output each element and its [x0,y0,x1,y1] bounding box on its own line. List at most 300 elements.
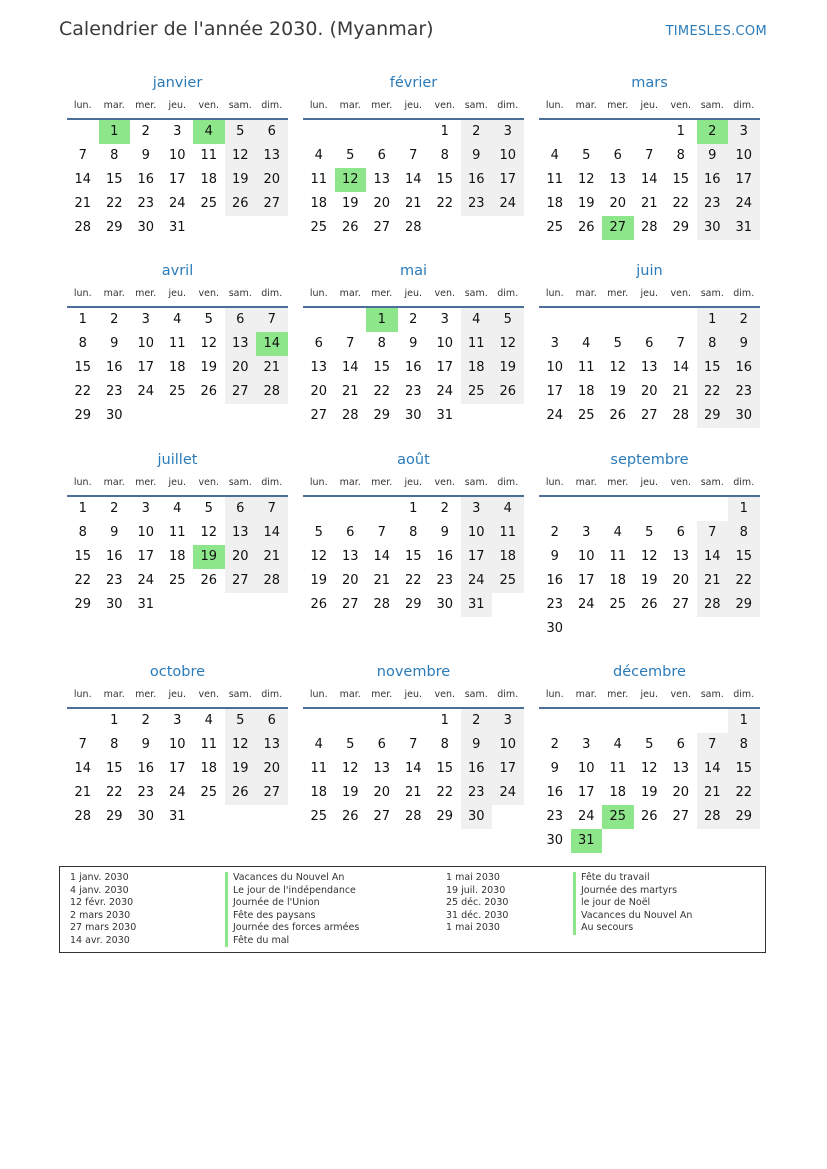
day-cell: 26 [640,809,658,824]
day-cell: 19 [640,785,658,800]
empty-day-cell [461,404,493,428]
empty-day-cell [602,617,634,641]
weekday-label: lun. [309,288,328,299]
weekday-label: mar. [339,288,361,299]
week-row [539,168,760,192]
week-row [67,120,288,144]
weekday-header [67,98,288,120]
day-cell: 26 [577,220,595,235]
week-row [67,192,288,216]
legend-date: 14 avr. 2030 [70,934,130,946]
day-cell: 13 [225,332,257,356]
weekday-label: lun. [309,689,328,700]
day-cell: 28 [256,569,288,593]
weekday-label: ven. [670,100,691,111]
day-cell: 3 [728,120,760,144]
day-cell: 27 [373,809,391,824]
day-cell: 13 [341,549,359,564]
month-name: août [397,452,430,468]
weekday-label: lun. [545,288,564,299]
legend-date: 1 janv. 2030 [70,872,129,883]
weekday-label: sam. [464,689,488,700]
day-cell: 17 [436,360,454,375]
day-cell: 20 [256,757,288,781]
week-row [303,521,524,545]
day-cell: 3 [461,497,493,521]
day-cell: 21 [640,196,658,211]
empty-day-cell [697,497,729,521]
legend-holiday-name: Journée des forces armées [225,922,359,935]
week-row [539,192,760,216]
weekday-label: ven. [434,689,455,700]
week-row [67,144,288,168]
weekday-label: ven. [198,477,219,488]
day-cell: 14 [74,172,92,187]
weekday-label: jeu. [640,689,659,700]
day-cell: 5 [314,525,323,540]
month-name: juin [636,263,663,279]
day-cell: 4 [613,525,622,540]
day-cell: 31 [168,220,186,235]
weekday-header [539,98,760,120]
day-cell: 15 [74,360,92,375]
day-cell: 30 [697,216,729,240]
weekday-label: mer. [607,477,629,488]
day-cell: 18 [310,785,328,800]
holiday-day-cell: 31 [571,829,603,853]
day-cell: 12 [492,332,524,356]
weekday-label: jeu. [404,477,423,488]
day-cell: 27 [640,408,658,423]
day-cell: 6 [613,148,622,163]
weekday-label: lun. [73,288,92,299]
holiday-day-cell: 1 [99,120,131,144]
day-cell: 1 [78,312,87,327]
day-cell: 19 [341,196,359,211]
day-cell: 14 [640,172,658,187]
weekday-label: mer. [135,288,157,299]
weekday-label: jeu. [404,100,423,111]
week-row [303,733,524,757]
day-cell: 20 [672,573,690,588]
day-cell: 30 [436,597,454,612]
day-cell: 6 [346,525,355,540]
day-cell: 19 [225,168,257,192]
day-cell: 11 [310,172,328,187]
empty-day-cell [429,216,461,240]
week-row [67,709,288,733]
empty-day-cell [697,617,729,641]
day-cell: 7 [409,737,418,752]
empty-day-cell [225,805,257,829]
weekday-label: jeu. [640,100,659,111]
week-row [67,356,288,380]
day-cell: 26 [341,809,359,824]
week-row [539,120,760,144]
day-cell: 2 [110,501,119,516]
weekday-label: mer. [607,100,629,111]
day-cell: 22 [74,573,92,588]
day-cell: 29 [672,220,690,235]
week-row [67,757,288,781]
day-cell: 27 [373,220,391,235]
day-cell: 20 [640,384,658,399]
weekday-label: mar. [103,689,125,700]
day-cell: 15 [697,356,729,380]
weekday-label: lun. [545,477,564,488]
week-row [303,144,524,168]
week-row [67,521,288,545]
empty-day-cell [571,308,603,332]
day-cell: 13 [256,144,288,168]
day-cell: 10 [546,360,564,375]
empty-day-cell [602,120,634,144]
week-row [539,569,760,593]
weekday-header [67,687,288,709]
day-cell: 3 [173,713,182,728]
day-cell: 17 [577,573,595,588]
week-row [67,380,288,404]
empty-day-cell [602,709,634,733]
day-cell: 11 [168,336,186,351]
holiday-day-cell: 4 [193,120,225,144]
weekday-label: sam. [464,288,488,299]
month-name: mai [399,263,428,279]
week-row [303,216,524,240]
week-row [67,545,288,569]
week-row [67,805,288,829]
day-cell: 24 [577,597,595,612]
weekday-header [539,475,760,497]
empty-day-cell [130,404,162,428]
day-cell: 18 [200,172,218,187]
week-row [303,404,524,428]
day-cell: 6 [645,336,654,351]
empty-day-cell [492,593,524,617]
weekday-label: jeu. [168,689,187,700]
empty-day-cell [303,120,335,144]
day-cell: 17 [137,360,155,375]
weekday-label: ven. [670,477,691,488]
empty-day-cell [571,497,603,521]
week-row [539,617,760,641]
day-cell: 12 [640,549,658,564]
day-cell: 16 [728,356,760,380]
empty-day-cell [665,709,697,733]
day-cell: 14 [74,761,92,776]
weekday-label: jeu. [640,288,659,299]
empty-day-cell [256,593,288,617]
weekday-label: sam. [228,689,252,700]
month-block [303,451,524,617]
day-cell: 10 [436,336,454,351]
empty-day-cell [634,308,666,332]
day-cell: 24 [728,192,760,216]
day-cell: 28 [74,809,92,824]
day-cell: 25 [310,809,328,824]
weekday-label: mar. [103,477,125,488]
day-cell: 16 [436,549,454,564]
empty-day-cell [225,216,257,240]
weekday-label: mar. [339,100,361,111]
month-block [539,663,760,853]
day-cell: 7 [346,336,355,351]
day-cell: 21 [672,384,690,399]
legend-date: 25 déc. 2030 [446,897,509,908]
day-cell: 5 [346,737,355,752]
empty-day-cell [602,308,634,332]
day-cell: 28 [672,408,690,423]
day-cell: 2 [461,709,493,733]
day-cell: 21 [256,545,288,569]
day-cell: 30 [546,833,564,848]
day-cell: 8 [728,521,760,545]
empty-day-cell [634,120,666,144]
week-row [539,733,760,757]
day-cell: 31 [728,216,760,240]
month-name: septembre [610,452,689,468]
day-cell: 5 [225,709,257,733]
holiday-legend [59,866,766,953]
empty-day-cell [398,120,430,144]
day-cell: 28 [697,593,729,617]
weekday-label: sam. [228,100,252,111]
day-cell: 23 [546,809,564,824]
weekday-label: mar. [575,689,597,700]
day-cell: 22 [436,196,454,211]
day-cell: 29 [436,809,454,824]
day-cell: 14 [697,545,729,569]
day-cell: 11 [609,761,627,776]
legend-holiday-name: Fête du mal [225,935,359,948]
day-cell: 17 [168,761,186,776]
week-row [539,545,760,569]
empty-day-cell [492,216,524,240]
weekday-label: mar. [575,288,597,299]
day-cell: 9 [409,336,418,351]
day-cell: 13 [672,549,690,564]
day-cell: 26 [640,597,658,612]
day-cell: 6 [314,336,323,351]
weekday-header [67,286,288,308]
day-cell: 10 [492,733,524,757]
day-cell: 5 [645,525,654,540]
weekday-label: ven. [198,100,219,111]
day-cell: 4 [613,737,622,752]
legend-holiday-name: Fête du travail [573,872,692,885]
week-row [539,709,760,733]
day-cell: 10 [728,144,760,168]
week-row [539,216,760,240]
weekday-label: ven. [670,288,691,299]
day-cell: 15 [436,761,454,776]
empty-day-cell [225,593,257,617]
holiday-day-cell: 25 [602,805,634,829]
day-cell: 15 [404,549,422,564]
empty-day-cell [366,497,398,521]
day-cell: 19 [577,196,595,211]
weekday-label: ven. [198,288,219,299]
day-cell: 10 [137,336,155,351]
week-row [303,168,524,192]
day-cell: 26 [492,380,524,404]
day-cell: 10 [492,144,524,168]
weekday-label: ven. [670,689,691,700]
day-cell: 19 [200,360,218,375]
empty-day-cell [634,617,666,641]
day-cell: 18 [609,573,627,588]
month-name: décembre [613,664,686,680]
day-cell: 11 [546,172,564,187]
day-cell: 12 [310,549,328,564]
weekday-label: sam. [700,477,724,488]
day-cell: 11 [492,521,524,545]
day-cell: 30 [461,805,493,829]
holiday-day-cell: 2 [697,120,729,144]
day-cell: 30 [546,621,564,636]
day-cell: 29 [728,593,760,617]
day-cell: 8 [78,336,87,351]
day-cell: 25 [577,408,595,423]
day-cell: 8 [440,148,449,163]
day-cell: 29 [697,404,729,428]
day-cell: 20 [672,785,690,800]
day-cell: 29 [728,805,760,829]
day-cell: 18 [200,761,218,776]
day-cell: 23 [728,380,760,404]
day-cell: 9 [141,148,150,163]
day-cell: 18 [577,384,595,399]
week-row [303,192,524,216]
day-cell: 7 [78,737,87,752]
weekday-label: jeu. [168,288,187,299]
day-cell: 2 [110,312,119,327]
day-cell: 23 [461,192,493,216]
weekday-label: lun. [545,689,564,700]
day-cell: 27 [256,192,288,216]
day-cell: 14 [697,757,729,781]
week-row [67,404,288,428]
day-cell: 22 [105,785,123,800]
week-row [67,733,288,757]
day-cell: 1 [440,713,449,728]
day-cell: 22 [728,569,760,593]
weekday-label: jeu. [168,477,187,488]
day-cell: 20 [225,545,257,569]
weekday-label: mer. [371,288,393,299]
day-cell: 16 [105,549,123,564]
day-cell: 18 [461,356,493,380]
site-link[interactable]: TIMESLES.COM [665,24,767,39]
month-block [539,74,760,240]
month-block [303,74,524,240]
day-cell: 22 [105,196,123,211]
day-cell: 14 [341,360,359,375]
day-cell: 14 [373,549,391,564]
day-cell: 6 [377,737,386,752]
day-cell: 13 [609,172,627,187]
day-cell: 1 [728,497,760,521]
day-cell: 11 [609,549,627,564]
day-cell: 29 [105,220,123,235]
week-row [303,593,524,617]
day-cell: 8 [110,737,119,752]
day-cell: 2 [141,713,150,728]
day-cell: 20 [225,356,257,380]
week-row [539,356,760,380]
day-cell: 11 [310,761,328,776]
day-cell: 6 [225,497,257,521]
day-cell: 21 [74,785,92,800]
day-cell: 23 [404,384,422,399]
empty-day-cell [492,805,524,829]
week-row [67,216,288,240]
day-cell: 3 [582,737,591,752]
legend-names-col-1 [225,872,359,947]
day-cell: 8 [728,733,760,757]
week-row [303,497,524,521]
day-cell: 28 [256,380,288,404]
day-cell: 27 [672,809,690,824]
weekday-label: ven. [198,689,219,700]
day-cell: 27 [310,408,328,423]
day-cell: 9 [110,336,119,351]
weekday-label: sam. [464,477,488,488]
day-cell: 16 [461,757,493,781]
weekday-label: dim. [261,100,283,111]
day-cell: 22 [404,573,422,588]
day-cell: 23 [105,573,123,588]
empty-day-cell [67,120,99,144]
day-cell: 6 [676,525,685,540]
day-cell: 9 [440,525,449,540]
day-cell: 4 [204,713,213,728]
legend-holiday-name: Vacances du Nouvel An [573,910,692,923]
day-cell: 14 [404,172,422,187]
day-cell: 17 [492,168,524,192]
legend-date: 1 mai 2030 [446,872,500,883]
day-cell: 13 [373,172,391,187]
day-cell: 9 [461,733,493,757]
empty-day-cell [225,404,257,428]
day-cell: 15 [105,761,123,776]
empty-day-cell [634,497,666,521]
month-block [67,74,288,240]
weekday-label: sam. [700,100,724,111]
day-cell: 15 [728,545,760,569]
holiday-day-cell: 19 [193,545,225,569]
day-cell: 4 [173,312,182,327]
empty-day-cell [697,709,729,733]
weekday-label: lun. [309,477,328,488]
day-cell: 12 [640,761,658,776]
day-cell: 2 [409,312,418,327]
weekday-label: ven. [434,477,455,488]
legend-names-col-2 [573,872,692,935]
day-cell: 3 [550,336,559,351]
day-cell: 25 [609,597,627,612]
day-cell: 15 [74,549,92,564]
month-name: juillet [157,452,198,468]
legend-holiday-name: le jour de Noël [573,897,692,910]
day-cell: 27 [341,597,359,612]
day-cell: 18 [310,196,328,211]
day-cell: 21 [341,384,359,399]
day-cell: 9 [461,144,493,168]
day-cell: 18 [168,549,186,564]
weekday-label: jeu. [404,689,423,700]
day-cell: 28 [373,597,391,612]
